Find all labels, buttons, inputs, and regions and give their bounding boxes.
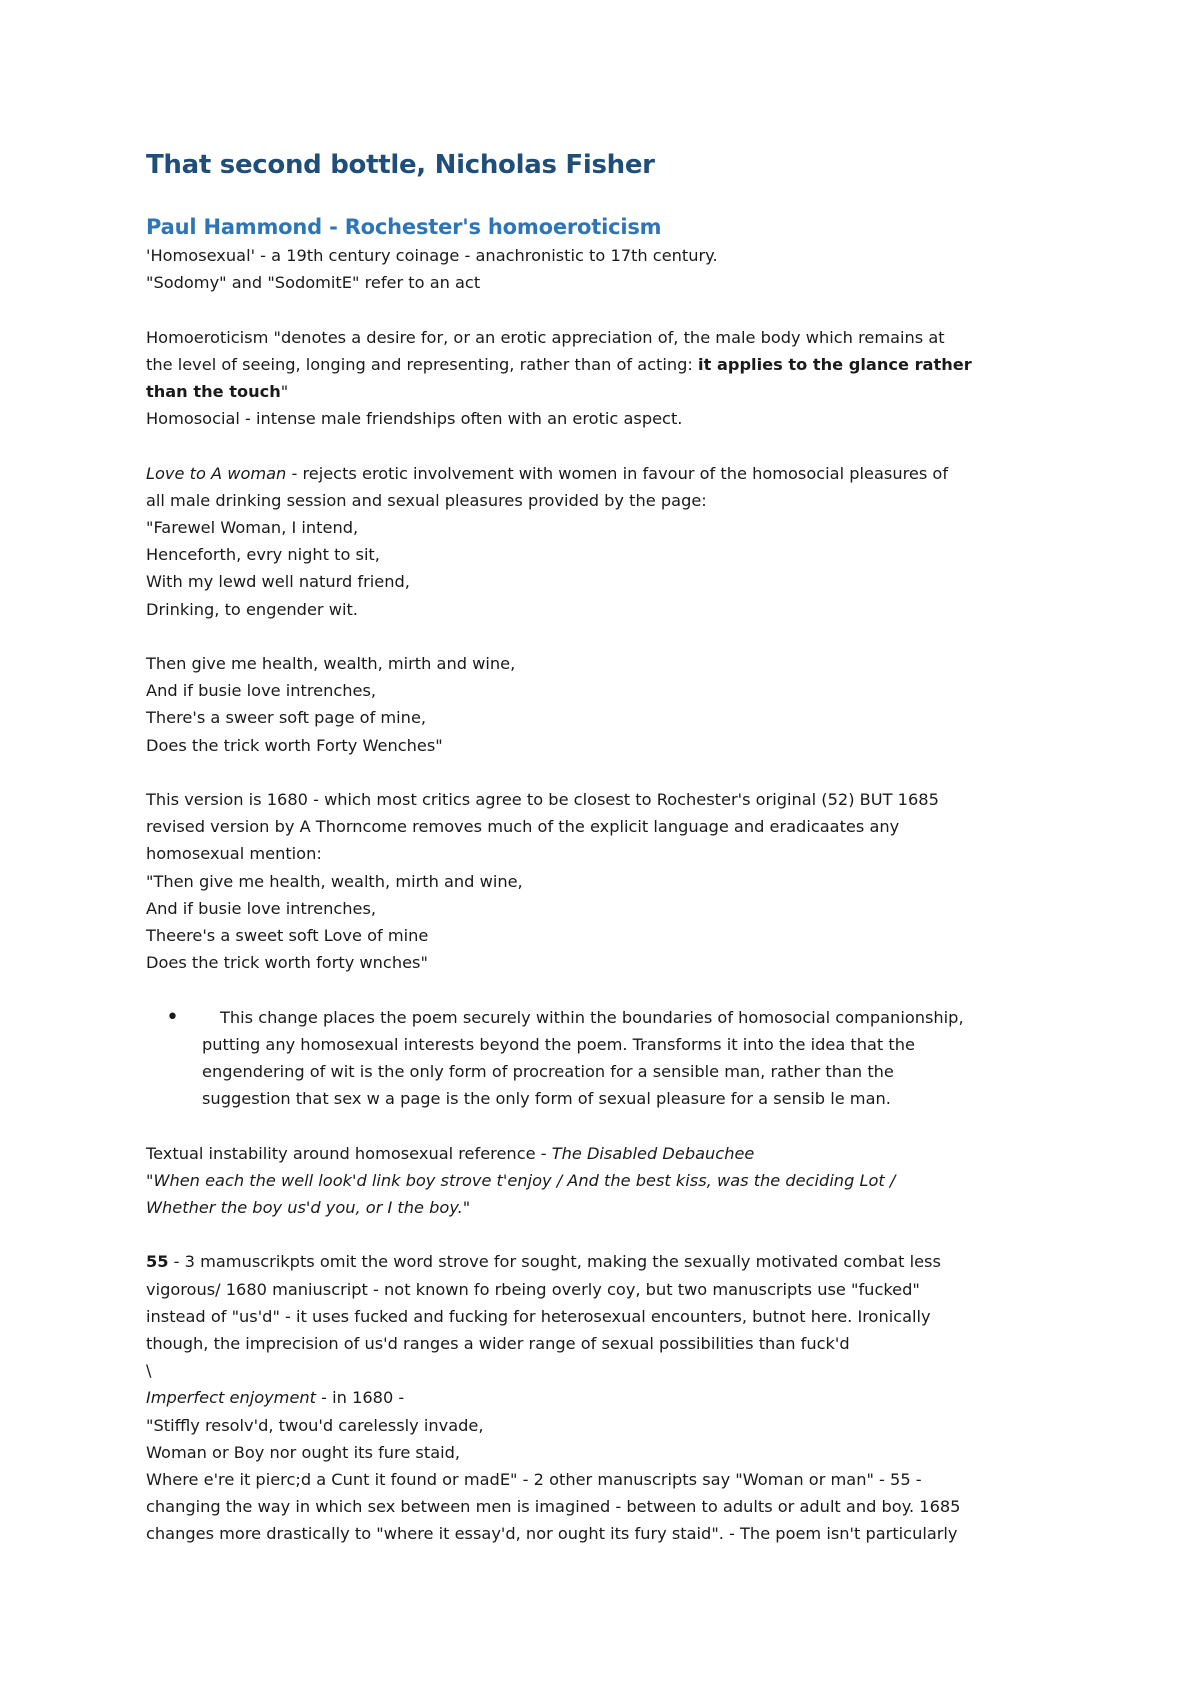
paragraph-terms	[146, 242, 1066, 296]
text-span: - 3 mamuscrikpts omit the word strove for sought, making the sexually motivated combat less	[168, 1252, 941, 1272]
text-span: - rejects erotic involvement with women in favour of the homosocial pleasures of	[286, 463, 949, 483]
text-line	[146, 460, 1066, 487]
poem-line: "Stiffly resolv'd, twou'd carelessly invade,	[146, 1415, 484, 1435]
text-line: changing the way in which sex between men is imagined - between to adults or adult and boy. 1685	[146, 1497, 961, 1517]
italic-title: Love to A woman	[146, 463, 287, 483]
paragraph-versions	[146, 786, 1066, 976]
bullet-icon: •	[166, 1004, 179, 1030]
paragraph-gap	[146, 1112, 1066, 1139]
poem-line: Drinking, to engender wit.	[146, 599, 358, 619]
text-span: the level of seeing, longing and representing, rather than of acting:	[146, 354, 699, 374]
text-line: though, the imprecision of us'd ranges a wider range of sexual possibilities than fuck'd	[146, 1334, 850, 1354]
text-line	[146, 1248, 1066, 1275]
bold-text: than the touch	[146, 382, 281, 401]
italic-title: The Disabled Debauchee	[551, 1143, 755, 1163]
poem-line: Then give me health, wealth, mirth and wine,	[146, 654, 516, 673]
paragraph-gap	[146, 1221, 1066, 1248]
paragraph-gap	[146, 623, 1066, 650]
text-span: - in 1680 -	[316, 1388, 405, 1408]
text-line: engendering of wit is the only form of procreation for a sensible man, rather than the	[202, 1062, 894, 1082]
paragraph-gap	[146, 296, 1066, 323]
text-line: This change places the poem securely within the boundaries of homosocial companionship,	[220, 1007, 964, 1027]
paragraph-love-to-a-woman	[146, 460, 1066, 623]
quote-line: Whether the boy us'd you, or I the boy."	[146, 1198, 471, 1218]
paragraph-disabled-debauchee	[146, 1140, 1066, 1222]
text-line: Homosocial - intense male friendships often with an erotic aspect.	[146, 409, 683, 429]
poem-line: Henceforth, evry night to sit,	[146, 545, 380, 565]
text-line: putting any homosexual interests beyond the poem. Transforms it into the idea that the	[202, 1034, 915, 1054]
paragraph-manuscripts	[146, 1248, 1066, 1547]
text-span: "	[280, 382, 289, 401]
paragraph-gap	[146, 759, 1066, 786]
text-line	[146, 1140, 1066, 1167]
paragraph-gap	[146, 976, 1066, 1003]
poem-line: With my lewd well naturd friend,	[146, 572, 410, 592]
quote-line: "When each the well look'd link boy strove t'enjoy / And the best kiss, was the deciding Lot /	[146, 1170, 896, 1190]
text-line	[146, 1384, 1066, 1411]
poem-line: Does the trick worth forty wnches"	[146, 953, 428, 973]
text-line: revised version by A Thorncome removes much of the explicit language and eradicaates any	[146, 817, 900, 837]
text-span: Textual instability around homosexual reference -	[146, 1143, 552, 1163]
text-line: \	[146, 1361, 152, 1381]
text-line: homosexual mention:	[146, 844, 322, 864]
bold-text: 55	[146, 1252, 169, 1272]
text-line: all male drinking session and sexual pleasures provided by the page:	[146, 490, 707, 510]
text-line: 'Homosexual' - a 19th century coinage - anachronistic to 17th century.	[146, 246, 718, 265]
text-line: Homoeroticism "denotes a desire for, or an erotic appreciation of, the male body which remains at	[146, 327, 945, 347]
text-line: This version is 1680 - which most critics agree to be closest to Rochester's original (52) BUT 1685	[146, 790, 939, 809]
poem-line: "Then give me health, wealth, mirth and wine,	[146, 871, 523, 891]
text-line	[146, 378, 1066, 405]
paragraph-gap	[146, 432, 1066, 459]
poem-line: Theere's a sweet soft Love of mine	[146, 926, 429, 946]
document-page	[146, 148, 1066, 1548]
bullet-text	[202, 1004, 1066, 1113]
poem-line: "Farewel Woman, I intend,	[146, 518, 359, 537]
section-heading: Paul Hammond - Rochester's homoeroticism	[146, 215, 662, 239]
paragraph-homoeroticism	[146, 324, 1066, 433]
text-line: "Sodomy" and "SodomitE" refer to an act	[146, 273, 481, 293]
poem-stanza	[146, 650, 1066, 759]
text-line: vigorous/ 1680 maniuscript - not known fo rbeing overly coy, but two manuscripts use "fucked"	[146, 1279, 920, 1299]
document-title: That second bottle, Nicholas Fisher	[146, 150, 655, 180]
italic-title: Imperfect enjoyment	[146, 1388, 317, 1408]
text-line	[146, 351, 1066, 378]
poem-line: And if busie love intrenches,	[146, 898, 377, 918]
bullet-item	[146, 1004, 1066, 1113]
text-line: Where e're it pierc;d a Cunt it found or madE" - 2 other manuscripts say "Woman or man" - 55 -	[146, 1470, 922, 1490]
poem-line: Does the trick worth Forty Wenches"	[146, 735, 443, 755]
poem-line: Woman or Boy nor ought its fure staid,	[146, 1442, 461, 1462]
poem-line: There's a sweer soft page of mine,	[146, 708, 427, 728]
text-line: suggestion that sex w a page is the only form of sexual pleasure for a sensib le man.	[202, 1089, 891, 1109]
bold-text: it applies to the glance rather	[698, 354, 972, 374]
text-line: changes more drastically to "where it essay'd, nor ought its fury staid". - The poem isn't particularly	[146, 1524, 958, 1544]
text-line: instead of "us'd" - it uses fucked and fucking for heterosexual encounters, butnot here. Ironically	[146, 1306, 931, 1326]
poem-line: And if busie love intrenches,	[146, 681, 377, 701]
